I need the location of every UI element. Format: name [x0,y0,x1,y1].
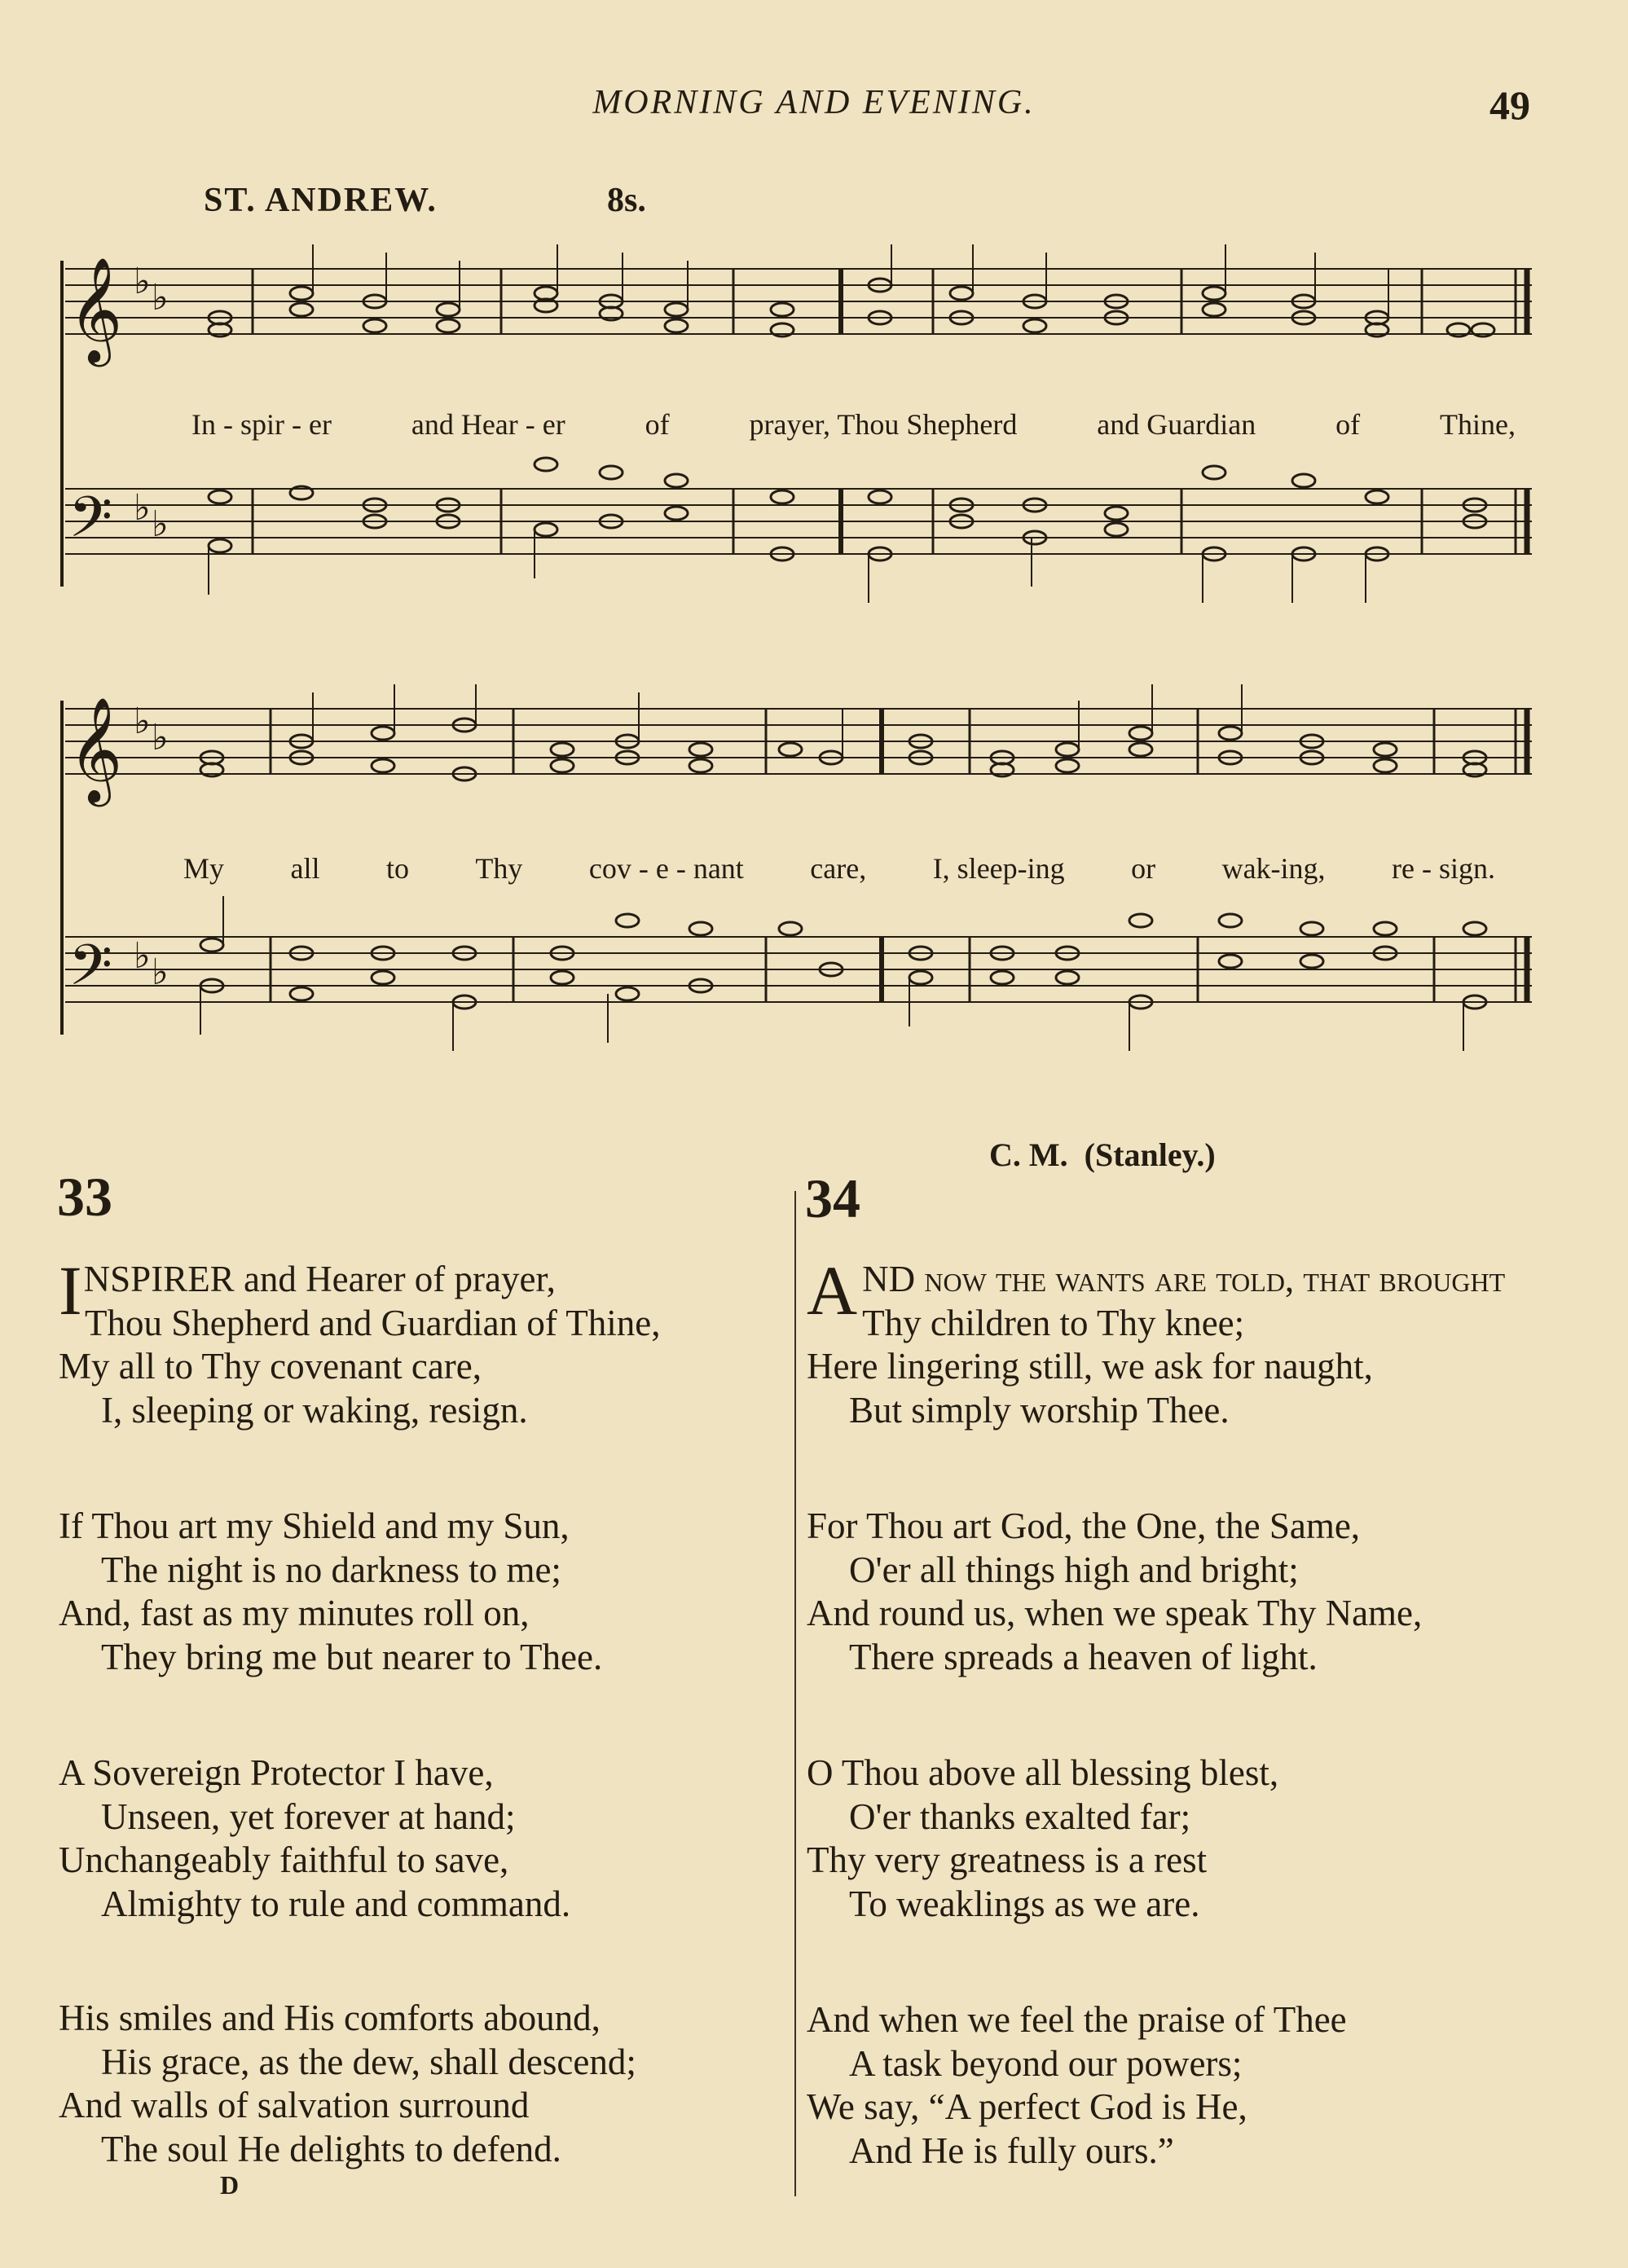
verse-line: Thy very greatness is a rest [807,1839,1208,1880]
tune-meter: 8s. [607,182,646,219]
verse-text: ND now the wants are told, that brought [862,1259,1506,1299]
treble-staff [65,269,1532,334]
verse-line: And walls of salvation surround [59,2085,530,2125]
verse-line: Thou Shepherd and Guardian of Thine, [85,1302,661,1343]
lyric-syllable: wak-ing, [1221,852,1326,885]
page-number: 49 [1489,82,1530,128]
meter-note: C. M. (Stanley.) [989,1136,1216,1173]
verse-line: And round us, when we speak Thy Name, [807,1593,1423,1633]
drop-cap: A [807,1251,858,1330]
verse-line: If Thou art my Shield and my Sun, [59,1505,570,1546]
verse-line: O'er thanks exalted far; [849,1796,1191,1837]
verse-line: And He is fully ours.” [849,2130,1174,2171]
verse-line: They bring me but nearer to Thee. [101,1636,603,1677]
lyric-syllable: I, sleep-ing [932,852,1065,885]
hymn33-stanza-1 [59,1251,784,1432]
hymn33-stanza-4 [59,1997,636,2171]
verse-line: My all to Thy covenant care, [59,1346,482,1387]
svg-text:♭: ♭ [134,935,151,977]
hymn33-stanza-3 [59,1752,570,1926]
bass-staff [65,489,1532,554]
lyric-syllable: Thine, [1440,408,1516,441]
lyric-syllable: of [645,408,670,441]
lyric-syllable: My [183,852,225,885]
hymn-number-34: 34 [805,1167,860,1229]
verse-line: Almighty to rule and command. [101,1883,571,1924]
verse-line: A Sovereign Protector I have, [59,1752,494,1793]
hymn34-stanza-1 [807,1251,1548,1432]
svg-text:♭: ♭ [152,717,169,758]
lyric-syllable: all [290,852,320,885]
verse-text: NSPIRER and Hearer of prayer, [83,1259,556,1299]
hymn-number-33: 33 [57,1166,112,1228]
svg-text:♭: ♭ [134,487,151,529]
verse-line: Here lingering still, we ask for naught, [807,1346,1373,1387]
verse-line: The soul He delights to defend. [101,2128,561,2169]
bass-clef-icon: 𝄢 [68,932,113,1012]
verse-line: Unseen, yet forever at hand; [101,1796,516,1837]
verse-line: The night is no darkness to me; [101,1549,561,1590]
verse-line: O Thou above all blessing blest, [807,1752,1279,1793]
hymn34-stanza-3 [807,1752,1278,1926]
lyric-syllable: of [1335,408,1361,441]
drop-cap: I [59,1251,82,1330]
svg-text:♭: ♭ [152,952,169,993]
svg-text:♭: ♭ [152,277,169,319]
bass-clef-icon: 𝄢 [68,484,113,564]
lyric-syllable: to [385,852,409,885]
tune-name: ST. ANDREW. [204,182,438,219]
hymn34-stanza-4 [807,1998,1347,2173]
verse-line: A task beyond our powers; [849,2042,1243,2084]
verse-line: Unchangeably faithful to save, [59,1839,509,1880]
lyrics-line-1 [191,407,1516,442]
hymn34-stanza-2 [807,1505,1422,1679]
verse-line: We say, “A perfect God is He, [807,2086,1247,2127]
lyric-syllable: prayer, Thou Shepherd [749,408,1018,441]
svg-text:♭: ♭ [134,701,151,742]
column-divider [794,1191,796,2196]
verse-line: And when we feel the praise of Thee [807,1999,1347,2040]
lyric-syllable: Thy [475,852,523,885]
verse-line: There spreads a heaven of light. [849,1636,1318,1677]
verse-line: To weaklings as we are. [849,1883,1200,1924]
lyrics-line-2 [183,851,1495,886]
verse-line: For Thou art God, the One, the Same, [807,1505,1361,1546]
verse-line: O'er all things high and bright; [849,1549,1299,1590]
lyric-syllable: cov - e - nant [588,852,744,885]
svg-text:♭: ♭ [134,261,151,302]
lyric-syllable: care, [810,852,867,885]
lyric-syllable: and Guardian [1097,408,1256,441]
treble-clef-icon: 𝄞 [68,697,123,802]
signature-mark: D [220,2170,240,2200]
verse-line: His grace, as the dew, shall descend; [101,2041,636,2082]
hymn33-stanza-2 [59,1505,602,1679]
bass-staff [65,937,1532,1002]
verse-line: His smiles and His comforts abound, [59,1998,601,2038]
lyric-syllable: and Hear - er [411,408,565,441]
running-head: MORNING AND EVENING. [592,84,1036,121]
lyric-syllable: or [1131,852,1156,885]
lyric-syllable: In - spir - er [191,408,332,441]
lyric-syllable: re - sign. [1392,852,1495,885]
verse-line: But simply worship Thee. [849,1389,1230,1431]
verse-line: I, sleeping or waking, resign. [101,1389,528,1431]
verse-line: And, fast as my minutes roll on, [59,1593,530,1633]
verse-line: Thy children to Thy knee; [862,1302,1245,1343]
svg-text:♭: ♭ [152,503,169,545]
treble-clef-icon: 𝄞 [68,257,123,363]
